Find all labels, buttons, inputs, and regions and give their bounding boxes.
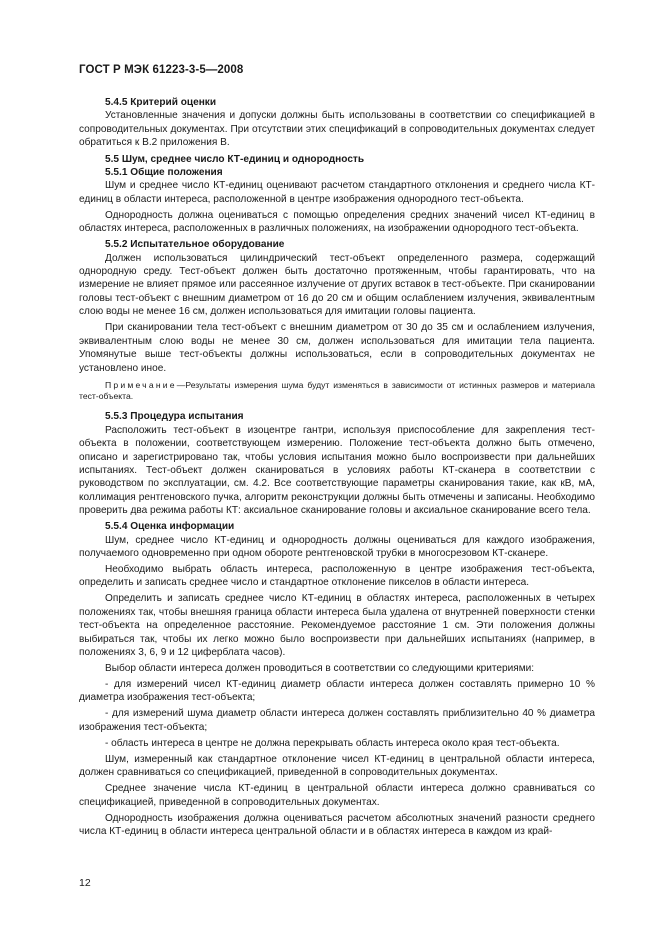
paragraph: Расположить тест-объект в изоцентре гантри, используя приспособление для закрепления тест-объекта в положении, соответствующем измерению. Положение тест-объекта должно быть отмечено, описано и зарегистрировано так, чтобы условия испытания можно было воспроизвести при дальнейших испытаниях. Тест-объект должен сканироваться в условиях работы КТ-сканера в соответствии с руководством по эксплуатации, см. 4.2. Все соответствующие параметры сканирования такие, как кВ, мА, коллимация рентгеновского пучка, алгоритм реконструкции должны быть отмечены и записаны. Необходимо проверить два режима работы КТ: аксиальное сканирование головы и аксиальное сканирование всего тела. bbox=[79, 424, 595, 517]
paragraph: Однородность должна оцениваться с помощью определения средних значений чисел КТ-единиц в областях интереса, расположенных в различных положениях, на изображении однородного тест-объекта. bbox=[79, 209, 595, 235]
list-item: - для измерений шума диаметр области интереса должен составлять приблизительно 40 % диаметра изображения тест-объекта; bbox=[79, 708, 595, 733]
section-5-4-5-heading: 5.4.5 Критерий оценки bbox=[105, 97, 217, 108]
note-label: Примечание bbox=[105, 379, 177, 390]
document-header: ГОСТ Р МЭК 61223-3-5—2008 bbox=[79, 64, 244, 76]
section-5-5-4-heading: 5.5.4 Оценка информации bbox=[105, 521, 235, 533]
paragraph: Шум, измеренный как стандартное отклонение чисел КТ-единиц в центральной области интереса, должен сравниваться со спецификацией, приведенной в сопроводительных документах. bbox=[79, 753, 595, 779]
paragraph: При сканировании тела тест-объект с внешним диаметром от 30 до 35 см и ослаблением излучения, эквивалентным слою воды не менее 30 см, должен использоваться для имитации тела пациента. Упомянутые выше тест-объекты должны использоваться, если в сопроводительных документах не установлено иное. bbox=[79, 322, 595, 374]
paragraph: Выбор области интереса должен проводиться в соответствии со следующими критериями: bbox=[105, 663, 535, 674]
section-5-5-3-heading: 5.5.3 Процедура испытания bbox=[105, 411, 244, 423]
section-5-5-heading: 5.5 Шум, среднее число КТ-единиц и однородность bbox=[105, 153, 365, 165]
page-number: 12 bbox=[79, 877, 91, 889]
section-5-5-1-heading: 5.5.1 Общие положения bbox=[105, 167, 223, 179]
paragraph: Среднее значение числа КТ-единиц в центральной области интереса должно сравниваться со спецификацией, приведенной в сопроводительных документах. bbox=[79, 783, 595, 808]
paragraph: Установленные значения и допуски должны быть использованы в соответствии со спецификацией в сопроводительных документах. При отсутствии этих спецификаций в сопроводительных документах следует обратиться к В.2 приложения В. bbox=[79, 110, 595, 149]
paragraph: Шум и среднее число КТ-единиц оценивают расчетом стандартного отклонения и среднего числа КТ-единиц в области интереса, расположенной в центре изображения однородного тест-объекта. bbox=[79, 180, 595, 205]
paragraph: Шум, среднее число КТ-единиц и однородность должны оцениваться для каждого изображения, получаемого одновременно при одном обороте рентгеновской трубки в многосрезовом КТ-сканере. bbox=[79, 534, 595, 559]
paragraph: Должен использоваться цилиндрический тест-объект определенного размера, содержащий однородную среду. Тест-объект должен быть достаточно протяженным, чтобы гарантировать, что на измерение не влияет прямое или рассеянное излучение от других вставок в тест-объекте. При сканировании головы тест-объект с внешним диаметром от 16 до 20 см и общим ослаблением излучения, эквивалентным слою воды не менее 16 см, должен использоваться для имитации головы пациента. bbox=[79, 252, 595, 318]
list-item: - для измерений чисел КТ-единиц диаметр области интереса должен составлять примерно 10 % диаметра изображения тест-объекта; bbox=[79, 679, 595, 704]
document-body bbox=[79, 96, 595, 841]
list-item: - область интереса в центре не должна перекрывать область интереса около края тест-объекта. bbox=[105, 737, 560, 749]
note bbox=[79, 380, 595, 402]
paragraph: Однородность изображения должна оцениваться расчетом абсолютных значений разности среднего числа КТ-единиц в области интереса центральной области и в областях интереса в каждом из край- bbox=[79, 812, 595, 838]
paragraph: Необходимо выбрать область интереса, расположенную в центре изображения тест-объекта, определить и записать среднее число и стандартное отклонение пикселов в области интереса. bbox=[79, 563, 595, 589]
section-5-5-2-heading: 5.5.2 Испытательное оборудование bbox=[105, 239, 285, 251]
paragraph: Определить и записать среднее число КТ-единиц в областях интереса, расположенных в четырех положениях так, чтобы внешняя граница области интереса была удалена от внутренней поверхности стенки тест-объекта на определенное расстояние. Рекомендуемое расстояние 1 см. Эти положения должны выбираться так, чтобы их легко можно было воспроизвести при дальнейших испытаниях (например, в положениях 3, 6, 9 и 12 циферблата часов). bbox=[79, 593, 595, 658]
note-text: —Результаты измерения шума будут изменяться в зависимости от истинных размеров и материала тест-объекта. bbox=[79, 379, 595, 402]
